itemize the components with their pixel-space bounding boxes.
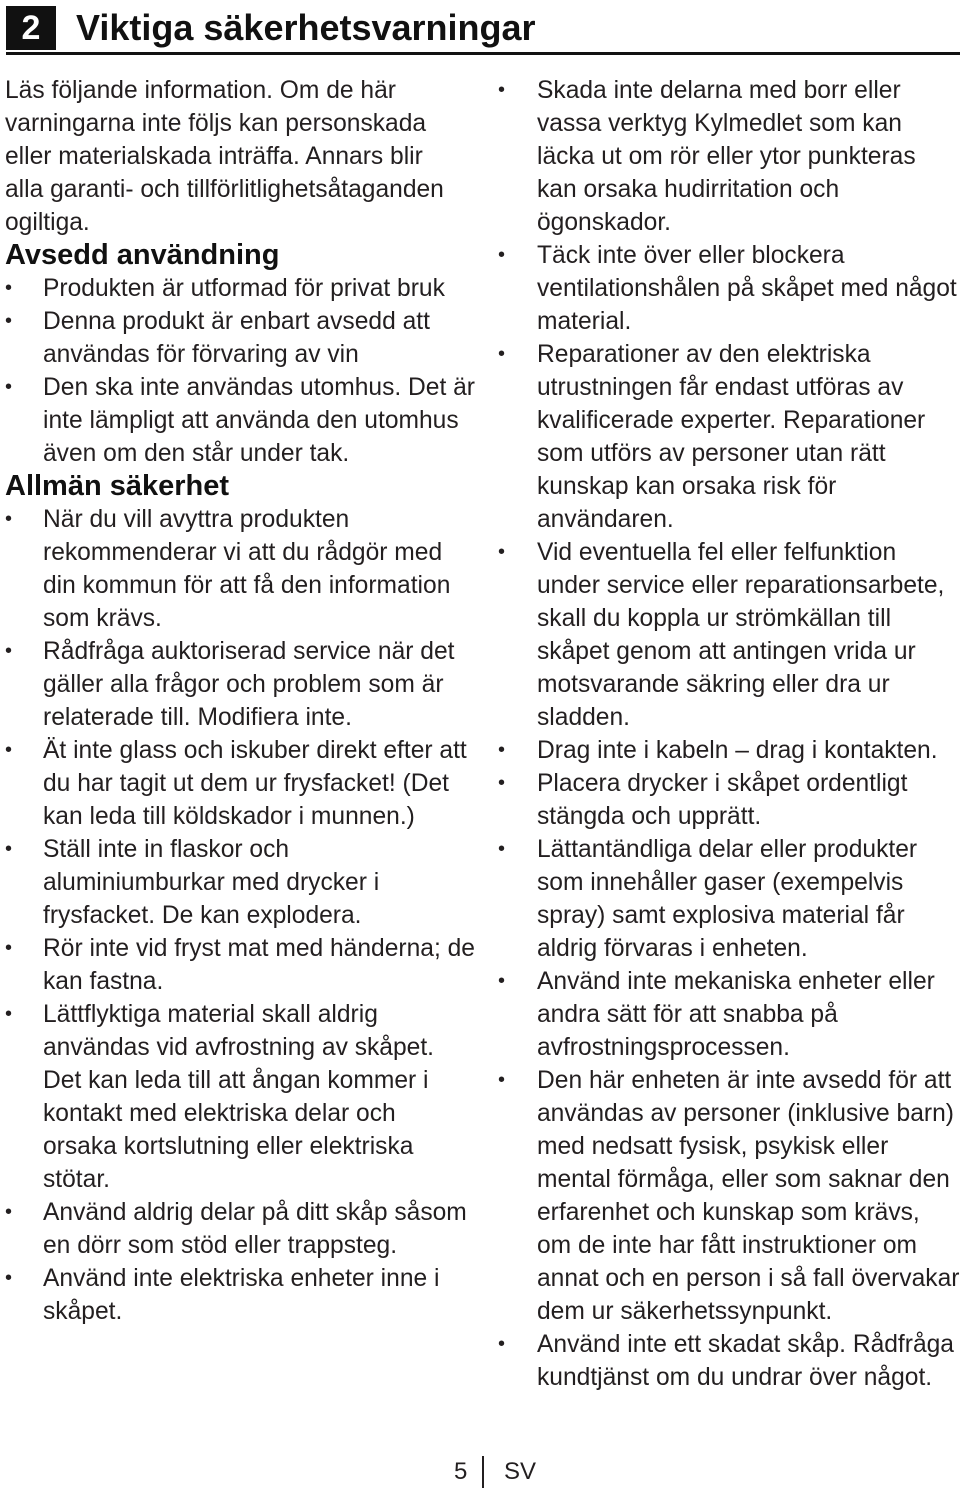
bullet-icon: • [5, 376, 13, 398]
bullet-icon: • [498, 970, 506, 992]
list-item: • Täck inte över eller blockera ventilationshålen på skåpet med något material. [498, 239, 960, 338]
bullet-icon: • [498, 244, 506, 266]
right-safety-list [498, 74, 960, 1394]
bullet-icon: • [5, 838, 13, 860]
bullet-icon: • [498, 1069, 506, 1091]
section-heading-intended-use: Avsedd användning [5, 239, 280, 271]
bullet-icon: • [498, 838, 506, 860]
page-number: 5 [454, 1458, 468, 1485]
language-code: SV [504, 1458, 537, 1485]
list-item: • Den ska inte användas utomhus. Det är inte lämpligt att använda den utomhus även om den står under tak. [5, 371, 475, 470]
list-item: • Produkten är utformad för privat bruk [5, 272, 475, 305]
list-item: • Använd inte elektriska enheter inne i skåpet. [5, 1262, 475, 1328]
intro-paragraph: Läs följande information. Om de här varningarna inte följs kan personskada eller materialskada inträffa. Annars blir alla garanti- och tillförlitlighetsåtaganden ogiltiga. [5, 77, 444, 236]
list-item: • Vid eventuella fel eller felfunktion under service eller reparationsarbete, skall du koppla ur strömkällan till skåpet genom att antingen vrida ur motsvarande säkring eller dra ur sladden. [498, 536, 960, 734]
list-item: • När du vill avyttra produkten rekommenderar vi att du rådgör med din kommun för att få den information som krävs. [5, 503, 475, 635]
bullet-icon: • [5, 937, 13, 959]
bullet-icon: • [5, 1003, 13, 1025]
list-item: • Rådfråga auktoriserad service när det gäller alla frågor och problem som är relaterade till. Modifiera inte. [5, 635, 475, 734]
bullet-icon: • [5, 508, 13, 530]
chapter-number-badge: 2 [6, 6, 56, 50]
list-item: • Reparationer av den elektriska utrustningen får endast utföras av kvalificerade experter. Reparationer som utförs av personer utan rätt kunskap kan orsaka risk för användaren. [498, 338, 960, 536]
bullet-icon: • [5, 1201, 13, 1223]
bullet-icon: • [498, 343, 506, 365]
list-item: • Skada inte delarna med borr eller vassa verktyg Kylmedlet som kan läcka ut om rör eller ytor punkteras kan orsaka hudirritation och ögonskador. [498, 74, 960, 239]
bullet-icon: • [498, 541, 506, 563]
bullet-icon: • [5, 640, 13, 662]
bullet-icon: • [498, 1333, 506, 1355]
page-footer [0, 1452, 960, 1492]
list-item: • Lättantändliga delar eller produkter som innehåller gaser (exempelvis spray) samt explosiva material får aldrig förvaras i enheten. [498, 833, 960, 965]
left-column [5, 74, 475, 1328]
list-item: • Ät inte glass och iskuber direkt efter att du har tagit ut dem ur frysfacket! (Det kan leda till köldskador i munnen.) [5, 734, 475, 833]
header-divider [6, 52, 960, 55]
list-item: • Denna produkt är enbart avsedd att användas för förvaring av vin [5, 305, 475, 371]
footer-divider [482, 1456, 484, 1488]
list-item: • Använd inte ett skadat skåp. Rådfråga kundtjänst om du undrar över något. [498, 1328, 960, 1394]
bullet-icon: • [498, 772, 506, 794]
bullet-icon: • [498, 739, 506, 761]
bullet-icon: • [498, 79, 506, 101]
bullet-icon: • [5, 739, 13, 761]
list-item: • Använd inte mekaniska enheter eller andra sätt för att snabba på avfrostningsprocessen. [498, 965, 960, 1064]
list-item: • Drag inte i kabeln – drag i kontakten. [498, 734, 960, 767]
right-column [498, 74, 960, 1394]
list-item: • Lättflyktiga material skall aldrig användas vid avfrostning av skåpet. Det kan leda till att ångan kommer i kontakt med elektriska delar och orsaka kortslutning eller elektriska stötar. [5, 998, 475, 1196]
list-item: • Den här enheten är inte avsedd för att användas av personer (inklusive barn) med nedsatt fysisk, psykisk eller mental förmåga, eller som saknar den erfarenhet och kunskap som krävs, om de inte har fått instruktioner om annat och en person i så fall övervakar dem ur säkerhetssynpunkt. [498, 1064, 960, 1328]
page-header [6, 6, 960, 54]
list-item: • Rör inte vid fryst mat med händerna; de kan fastna. [5, 932, 475, 998]
list-item: • Använd aldrig delar på ditt skåp såsom en dörr som stöd eller trappsteg. [5, 1196, 475, 1262]
list-item: • Ställ inte in flaskor och aluminiumburkar med drycker i frysfacket. De kan explodera. [5, 833, 475, 932]
general-safety-list [5, 503, 475, 1328]
bullet-icon: • [5, 1267, 13, 1289]
section-heading-general-safety: Allmän säkerhet [5, 470, 230, 502]
bullet-icon: • [5, 310, 13, 332]
list-item: • Placera drycker i skåpet ordentligt stängda och upprätt. [498, 767, 960, 833]
bullet-icon: • [5, 277, 13, 299]
chapter-title: Viktiga säkerhetsvarningar [76, 7, 536, 48]
intended-use-list [5, 272, 475, 470]
